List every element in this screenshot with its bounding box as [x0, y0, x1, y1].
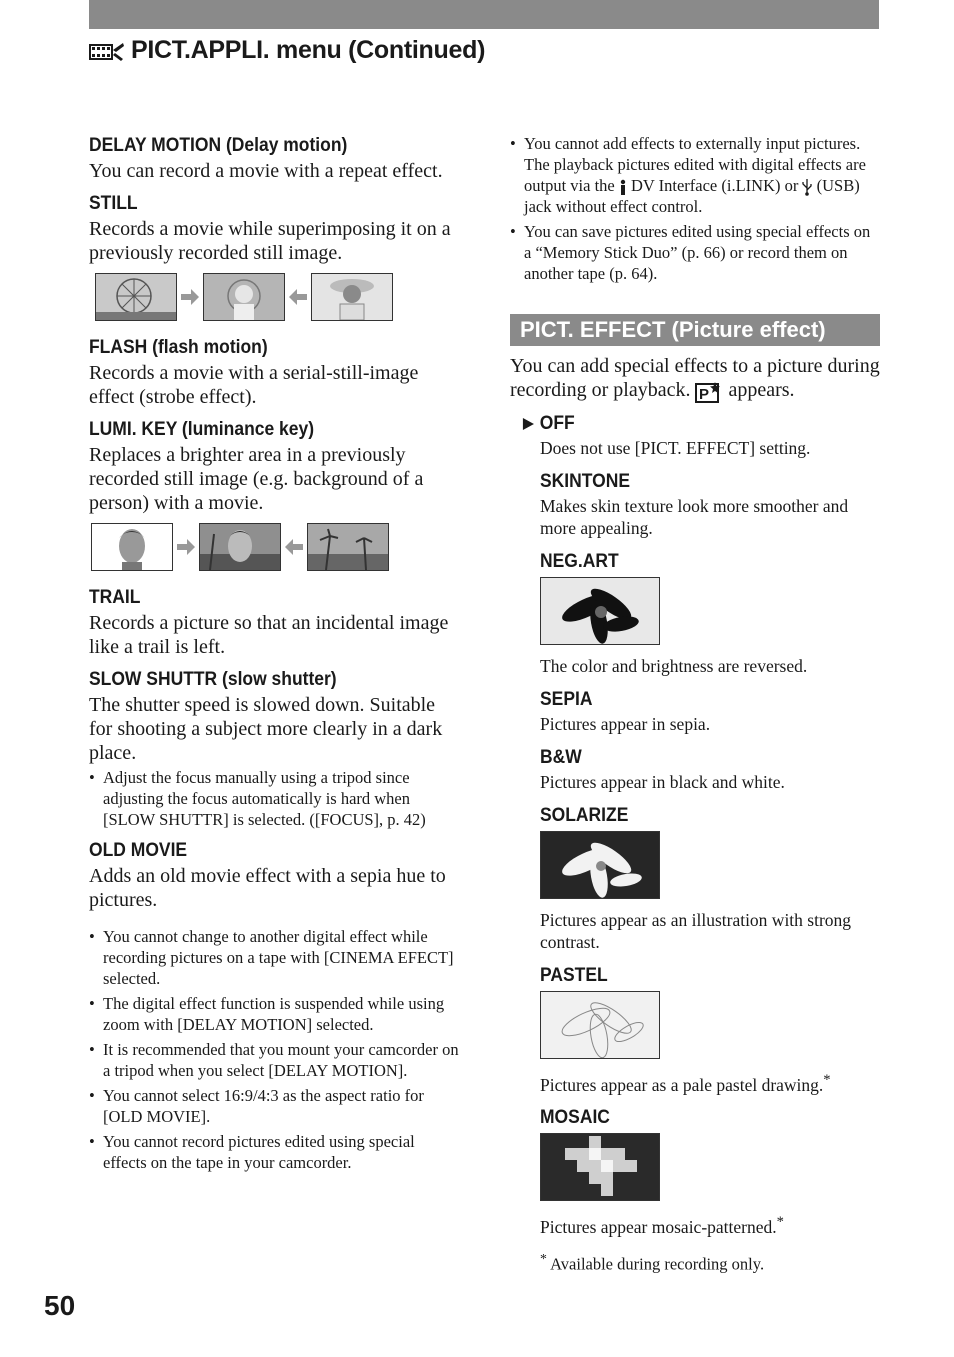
text-slow-shutter: The shutter speed is slowed down. Suitable for shooting a subject more clearly in a dark place.: [89, 694, 443, 764]
superimposed-image: [203, 273, 285, 321]
heading-solarize: SOLARIZE: [540, 804, 629, 826]
heading-sepia: SEPIA: [540, 688, 593, 710]
page-number: 50: [44, 1290, 76, 1321]
text-trail: Records a picture so that an incidental image like a trail is left.: [89, 612, 449, 658]
neg-art-image: [540, 577, 660, 645]
output-notes: [510, 133, 880, 284]
heading-bw: B&W: [540, 746, 582, 768]
face-image: [91, 523, 173, 571]
list-item: • You cannot change to another digital effect while recording pictures on a tape with [CINEMA EFECT] selected.: [89, 926, 459, 989]
arrow-left-icon: [285, 539, 303, 555]
heading-trail: TRAIL: [89, 587, 141, 608]
text-old-movie: Adds an old movie effect with a sepia hue to pictures.: [89, 865, 446, 911]
list-item: • Adjust the focus manually using a tripod since adjusting the focus automatically is hard when [SLOW SHUTTR] is selected. ([FOCUS], p. 42): [89, 767, 459, 830]
pastel-text: Pictures appear as a pale pastel drawing.: [540, 1074, 824, 1095]
page-title: [89, 36, 485, 65]
solarize-image: [540, 831, 660, 899]
list-item: • The digital effect function is suspended while using zoom with [DELAY MOTION] selected.: [89, 993, 459, 1035]
heading-old-movie: OLD MOVIE: [89, 840, 188, 861]
intro-text: appears.: [728, 379, 795, 402]
section-title: PICT. EFFECT (Picture effect): [510, 314, 880, 346]
heading-neg-art: NEG.ART: [540, 550, 619, 572]
text-flash: Records a movie with a serial-still-image effect (strobe effect).: [89, 362, 419, 408]
text-sepia: Pictures appear in sepia.: [540, 713, 711, 734]
text-skintone: Makes skin texture look more smoother and more appealing.: [540, 495, 849, 538]
heading-slow-shutter: SLOW SHUTTR (slow shutter): [89, 669, 337, 690]
note-text: (USB) jack without effect control.: [524, 176, 860, 217]
footnote-text: Available during recording only.: [550, 1254, 765, 1274]
arrow-left-icon: [289, 289, 307, 305]
arrow-right-icon: [181, 289, 199, 305]
text-mosaic: [540, 1211, 880, 1238]
text-still: Records a movie while superimposing it on a previously recorded still image.: [89, 218, 451, 264]
footnote-mark: *: [823, 1071, 831, 1088]
usb-icon: [802, 178, 812, 196]
film-tools-icon: [89, 40, 125, 62]
dv-interface-icon: [619, 179, 627, 195]
heading-pastel: PASTEL: [540, 964, 608, 986]
face-beach-image: [199, 523, 281, 571]
header-bar: [89, 0, 879, 29]
footnote: [540, 1248, 880, 1276]
text-neg-art: The color and brightness are reversed.: [540, 655, 808, 676]
digital-effect-notes: [89, 926, 459, 1173]
picture-effect-icon: [695, 381, 723, 403]
heading-off-text: OFF: [539, 412, 575, 434]
section-intro: [510, 354, 880, 402]
mosaic-image: [540, 1133, 660, 1201]
text-solarize: Pictures appear as an illustration with strong contrast.: [540, 909, 852, 952]
heading-still: STILL: [89, 193, 138, 214]
text-bw: Pictures appear in black and white.: [540, 771, 785, 792]
intro-text: You can add special effects to a picture during recording or playback.: [510, 355, 880, 402]
svg-text:P: P: [699, 385, 710, 403]
ferris-wheel-image: [95, 273, 177, 321]
effect-list: [540, 411, 880, 1276]
heading-delay-motion: DELAY MOTION (Delay motion): [89, 135, 348, 156]
right-column: [510, 133, 880, 1286]
heading-flash: FLASH (flash motion): [89, 337, 268, 358]
mosaic-text: Pictures appear mosaic-patterned.: [540, 1217, 777, 1238]
portrait-image: [311, 273, 393, 321]
text-delay-motion: You can record a movie with a repeat effect.: [89, 160, 443, 182]
still-illustration: [95, 273, 459, 321]
footnote-mark: *: [540, 1251, 547, 1267]
heading-lumi-key: LUMI. KEY (luminance key): [89, 419, 315, 440]
list-item: • You cannot record pictures edited using special effects on the tape in your camcorder.: [89, 1131, 459, 1173]
list-item: • You cannot select 16:9/4:3 as the aspect ratio for [OLD MOVIE].: [89, 1085, 459, 1127]
footnote-mark: *: [776, 1214, 784, 1231]
arrow-right-icon: [177, 539, 195, 555]
heading-skintone: SKINTONE: [540, 470, 631, 492]
text-off: Does not use [PICT. EFFECT] setting.: [540, 437, 811, 458]
list-item: [510, 133, 880, 217]
list-item: • It is recommended that you mount your camcorder on a tripod when you select [DELAY MOTION].: [89, 1039, 459, 1081]
beach-image: [307, 523, 389, 571]
page-title-text: PICT.APPLI. menu (Continued): [131, 36, 486, 64]
lumi-key-illustration: [91, 523, 459, 571]
left-column: [89, 133, 459, 1177]
text-pastel: [540, 1069, 880, 1096]
slow-shutter-notes: [89, 767, 459, 830]
list-item: • You can save pictures edited using special effects on a “Memory Stick Duo” (p. 66) or record them on another tape (p. 64).: [510, 221, 880, 284]
heading-mosaic: MOSAIC: [540, 1107, 610, 1129]
note-text: You cannot add effects to externally input pictures. The playback pictures edited with digital effects are output via the: [524, 134, 866, 195]
note-text: DV Interface (i.LINK) or: [630, 176, 799, 195]
text-lumi-key: Replaces a brighter area in a previously recorded still image (e.g. background of a person) with a movie.: [89, 444, 424, 514]
default-setting-icon: [522, 417, 535, 431]
heading-off: [522, 411, 851, 437]
pastel-image: [540, 991, 660, 1059]
